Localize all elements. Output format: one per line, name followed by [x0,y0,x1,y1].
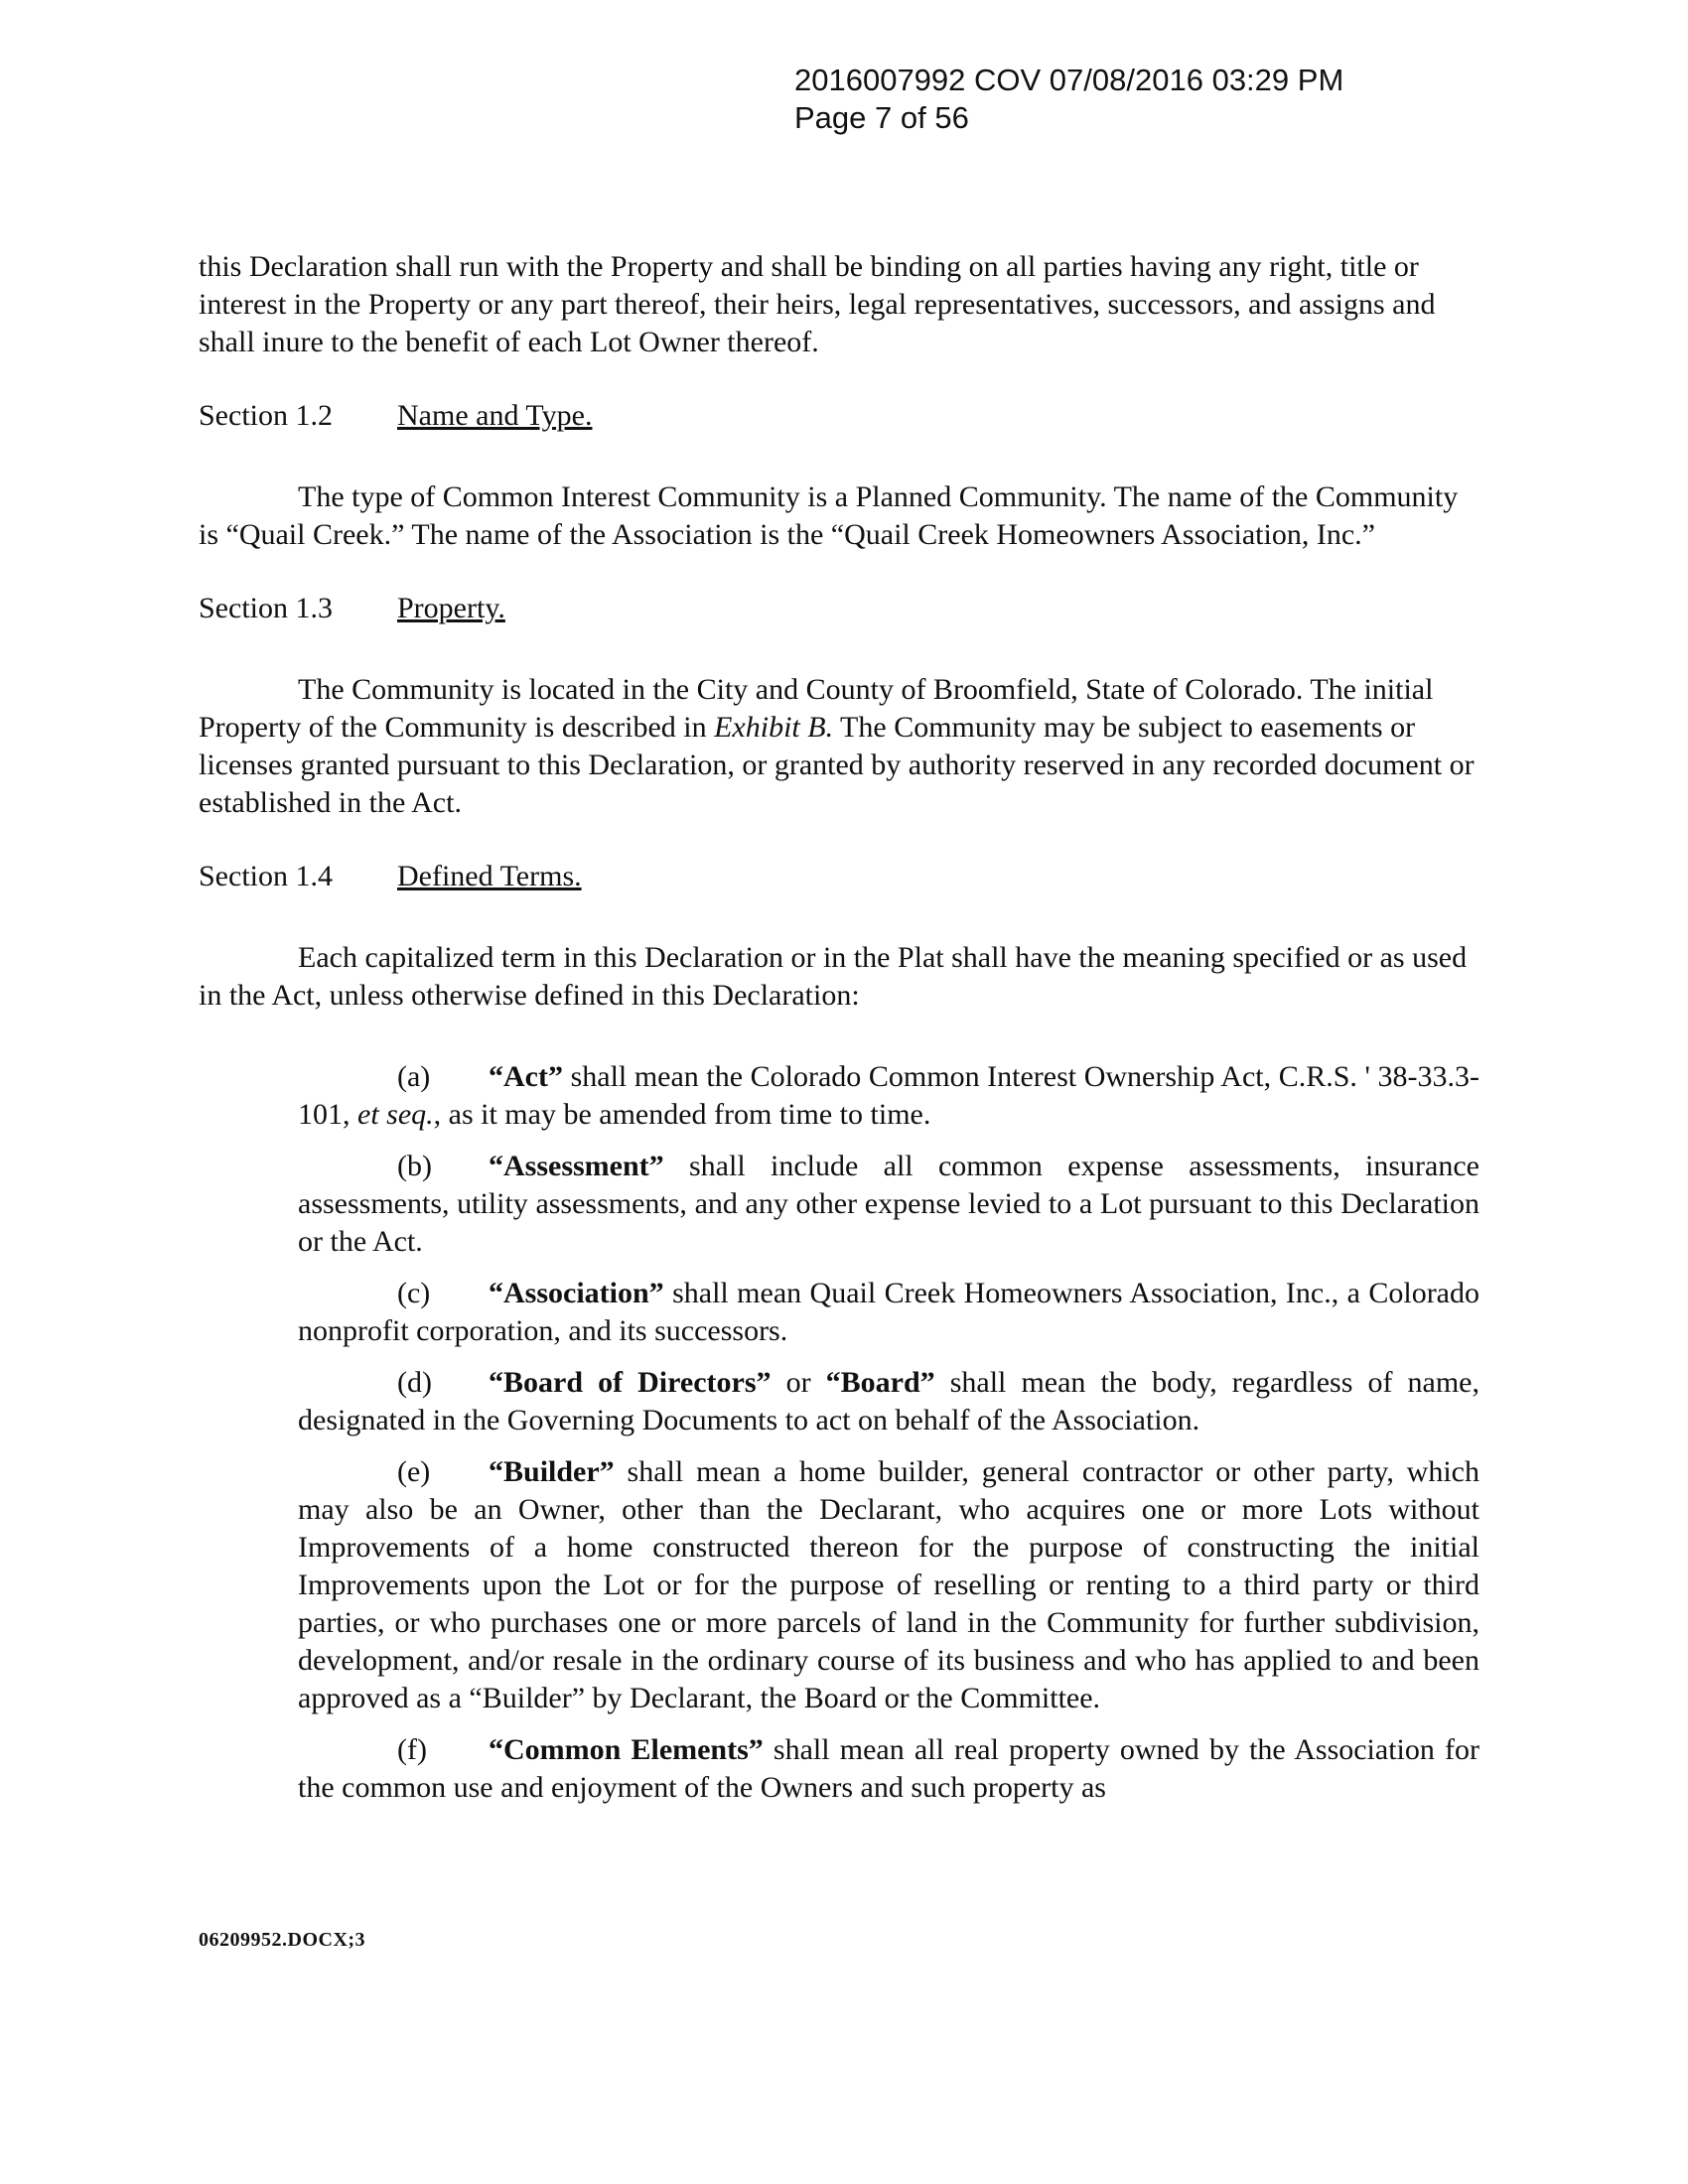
section-number: Section 1.4 [199,860,333,892]
definition-text: or [771,1366,826,1399]
definition-letter: (a) [397,1060,431,1093]
section-heading-1-3 [199,590,1479,627]
document-body [199,248,1479,1821]
page-number-line: Page 7 of 56 [794,100,969,135]
definitions-list [199,1058,1479,1807]
definition-item [298,1148,1479,1261]
body-text: The Community is located in the City and County of Broomfield, State of Colorado. The initial Property of the Community is described in [199,673,1434,744]
document-footer-id: 06209952.DOCX;3 [199,1929,366,1951]
definition-item [298,1364,1479,1439]
definition-item [298,1453,1479,1717]
section-number: Section 1.2 [199,399,333,432]
definition-text: shall include all common expense assessments, insurance assessments, utility assessments, and any other expense levied to a Lot pursuant to this Declaration or the Act. [298,1150,1479,1258]
definition-text: shall mean all real property owned by the Association for the common use and enjoyment of the Owners and such property as [298,1733,1479,1804]
definition-italic: et seq. [357,1098,434,1131]
definition-text: shall mean a home builder, general contractor or other party, which may also be an Owner, other than the Declarant, who acquires one or more Lots without Improvements of a home constructed thereon for the purpose of constructing the initial Improvements upon the Lot or for the purpose of reselling or renting to a third party or third parties, or who purchases one or more parcels of land in the Community for further subdivision, development, and/or resale in the ordinary course of its business and who has applied to and been approved as a “Builder” by Declarant, the Board or the Committee. [298,1455,1479,1714]
definition-letter: (b) [397,1150,432,1182]
definition-item [298,1275,1479,1350]
definition-term: “Common Elements” [489,1733,764,1766]
definition-item [298,1731,1479,1807]
definition-term: “Act” [489,1060,563,1093]
definition-text: shall mean the body, regardless of name, designated in the Governing Documents to act on behalf of the Association. [298,1366,1479,1436]
definition-term: “Board of Directors” [489,1366,772,1399]
section-1-2-body: The type of Common Interest Community is a Planned Community. The name of the Community is “Quail Creek.” The name of the Association is the “Quail Creek Homeowners Association, Inc.” [199,480,1459,551]
section-1-3-body [199,671,1479,822]
definition-term: “Builder” [489,1455,615,1488]
section-heading-1-2 [199,397,1479,435]
section-1-4-body: Each capitalized term in this Declaration or in the Plat shall have the meaning specified or as used in the Act, unless otherwise defined in this Declaration: [199,941,1468,1012]
definition-letter: (d) [397,1366,432,1399]
body-text: The Community may be subject to easements or licenses granted pursuant to this Declaration, or granted by authority reserved in any recorded document or established in the Act. [199,711,1475,819]
definition-letter: (f) [397,1733,427,1766]
section-number: Section 1.3 [199,592,333,624]
definition-term-alt: “Board” [825,1366,935,1399]
definition-text: shall mean the Colorado Common Interest Ownership Act, C.R.S. ' 38-33.3-101, [298,1060,1479,1131]
recording-number-line: 2016007992 COV 07/08/2016 03:29 PM [794,63,1344,97]
section-heading-1-4 [199,858,1479,895]
definition-letter: (e) [397,1455,431,1488]
recording-stamp [794,62,1343,137]
section-title: Name and Type. [397,399,593,432]
definition-letter: (c) [397,1277,431,1309]
exhibit-reference: Exhibit B. [714,711,834,744]
definition-term: “Assessment” [489,1150,664,1182]
definition-text: shall mean Quail Creek Homeowners Association, Inc., a Colorado nonprofit corporation, and its successors. [298,1277,1479,1347]
definition-term: “Association” [489,1277,664,1309]
section-title: Property. [397,592,505,624]
definition-item [298,1058,1479,1134]
definition-text: , as it may be amended from time to time. [433,1098,931,1131]
opening-paragraph: this Declaration shall run with the Property and shall be binding on all parties having any right, title or interest in the Property or any part thereof, their heirs, legal representatives, successors, and assigns and shall inure to the benefit of each Lot Owner thereof. [199,250,1436,358]
section-title: Defined Terms. [397,860,582,892]
